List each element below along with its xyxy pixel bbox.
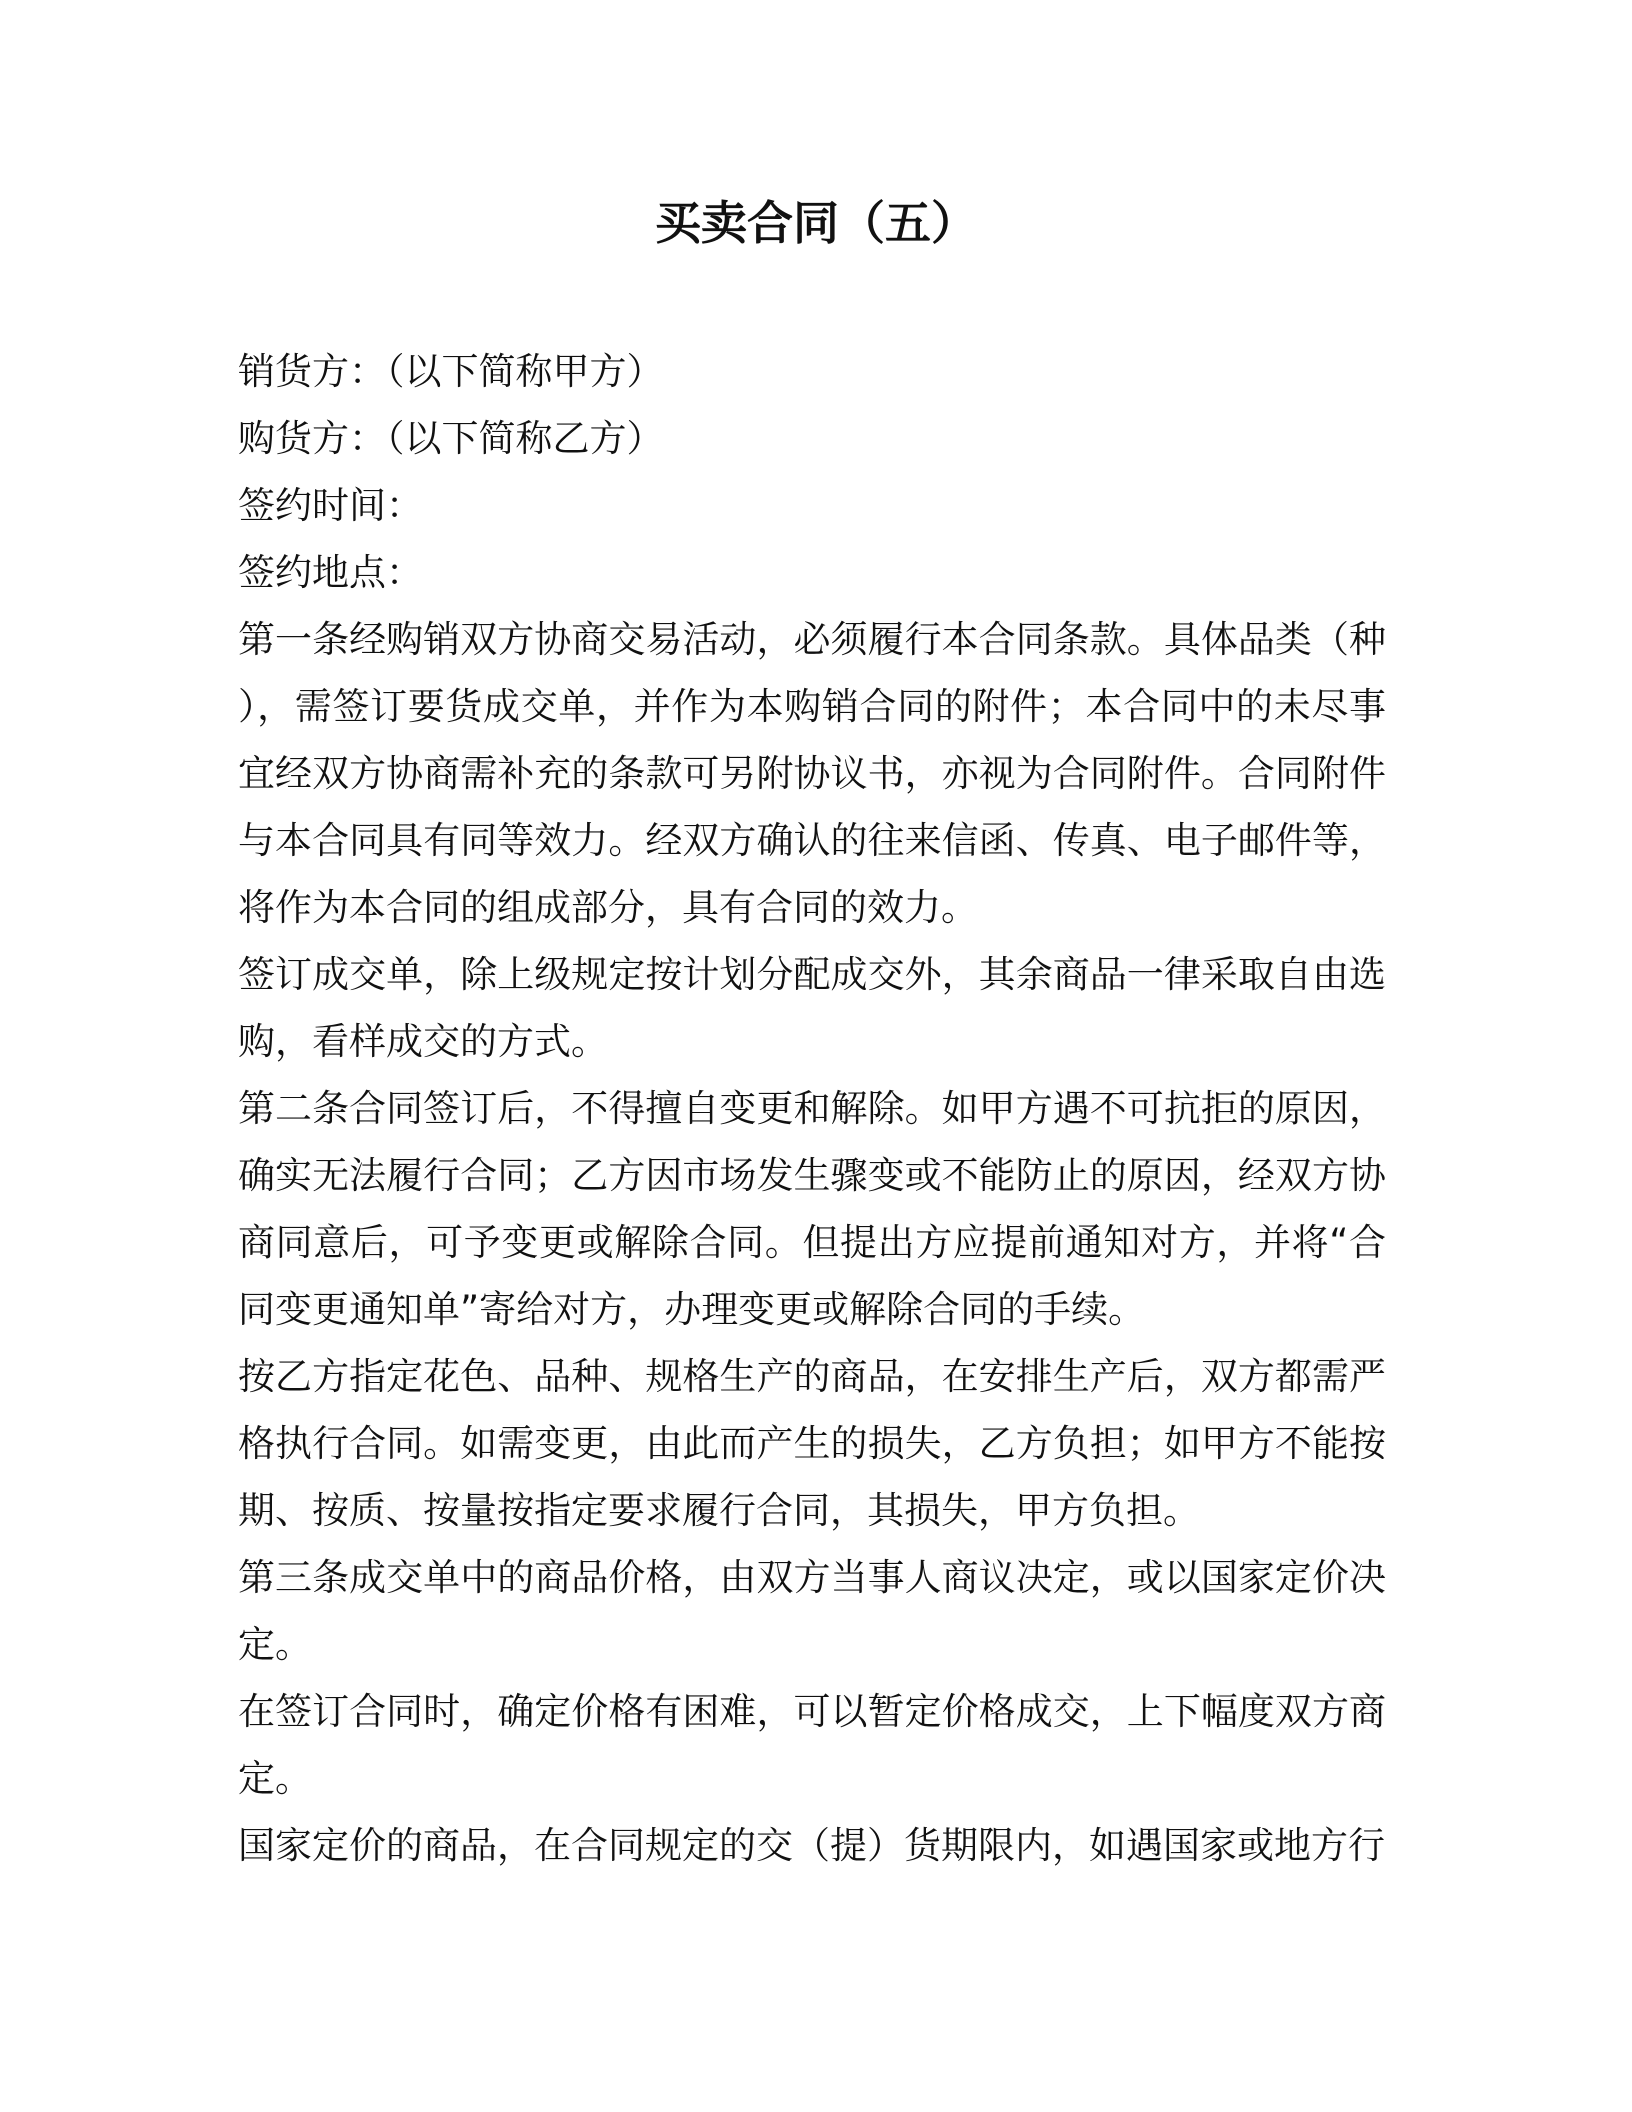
clause-paragraph: 签订成交单，除上级规定按计划分配成交外，其余商品一律采取自由选购，看样成交的方式。 bbox=[238, 953, 1386, 1063]
clause-paragraph: 国家定价的商品，在合同规定的交（提）货期限内，如遇国家或地方行 bbox=[238, 1824, 1385, 1867]
buyer-line: 购货方：（以下简称乙方） bbox=[238, 417, 664, 460]
clause-paragraph: 在签订合同时，确定价格有困难，可以暂定价格成交，上下幅度双方商定。 bbox=[238, 1690, 1386, 1800]
clause-paragraph: 第二条合同签订后，不得擅自变更和解除。如甲方遇不可抗拒的原因，确实无法履行合同；乙方因市场发生骤变或不能防止的原因，经双方协商同意后，可予变更或解除合同。但提出方应提前通知对方，并将“合同变更通知单”寄给对方，办理变更或解除合同的手续。 bbox=[238, 1087, 1386, 1331]
signing-time-line: 签约时间： bbox=[238, 484, 423, 527]
document-body bbox=[238, 338, 1386, 1879]
clause-paragraph: 第一条经购销双方协商交易活动，必须履行本合同条款。具体品类（种），需签订要货成交单，并作为本购销合同的附件；本合同中的未尽事宜经双方协商需补充的条款可另附协议书，亦视为合同附件。合同附件与本合同具有同等效力。经双方确认的往来信函、传真、电子邮件等，将作为本合同的组成部分，具有合同的效力。 bbox=[238, 618, 1386, 929]
clause-paragraph: 按乙方指定花色、品种、规格生产的商品，在安排生产后，双方都需严格执行合同。如需变更，由此而产生的损失，乙方负担；如甲方不能按期、按质、按量按指定要求履行合同，其损失，甲方负担。 bbox=[238, 1355, 1386, 1532]
document-title: 买卖合同（五） bbox=[655, 196, 977, 250]
seller-line: 销货方：（以下简称甲方） bbox=[238, 350, 664, 393]
clause-paragraph: 第三条成交单中的商品价格，由双方当事人商议决定，或以国家定价决定。 bbox=[238, 1556, 1386, 1666]
signing-place-line: 签约地点： bbox=[238, 551, 423, 594]
